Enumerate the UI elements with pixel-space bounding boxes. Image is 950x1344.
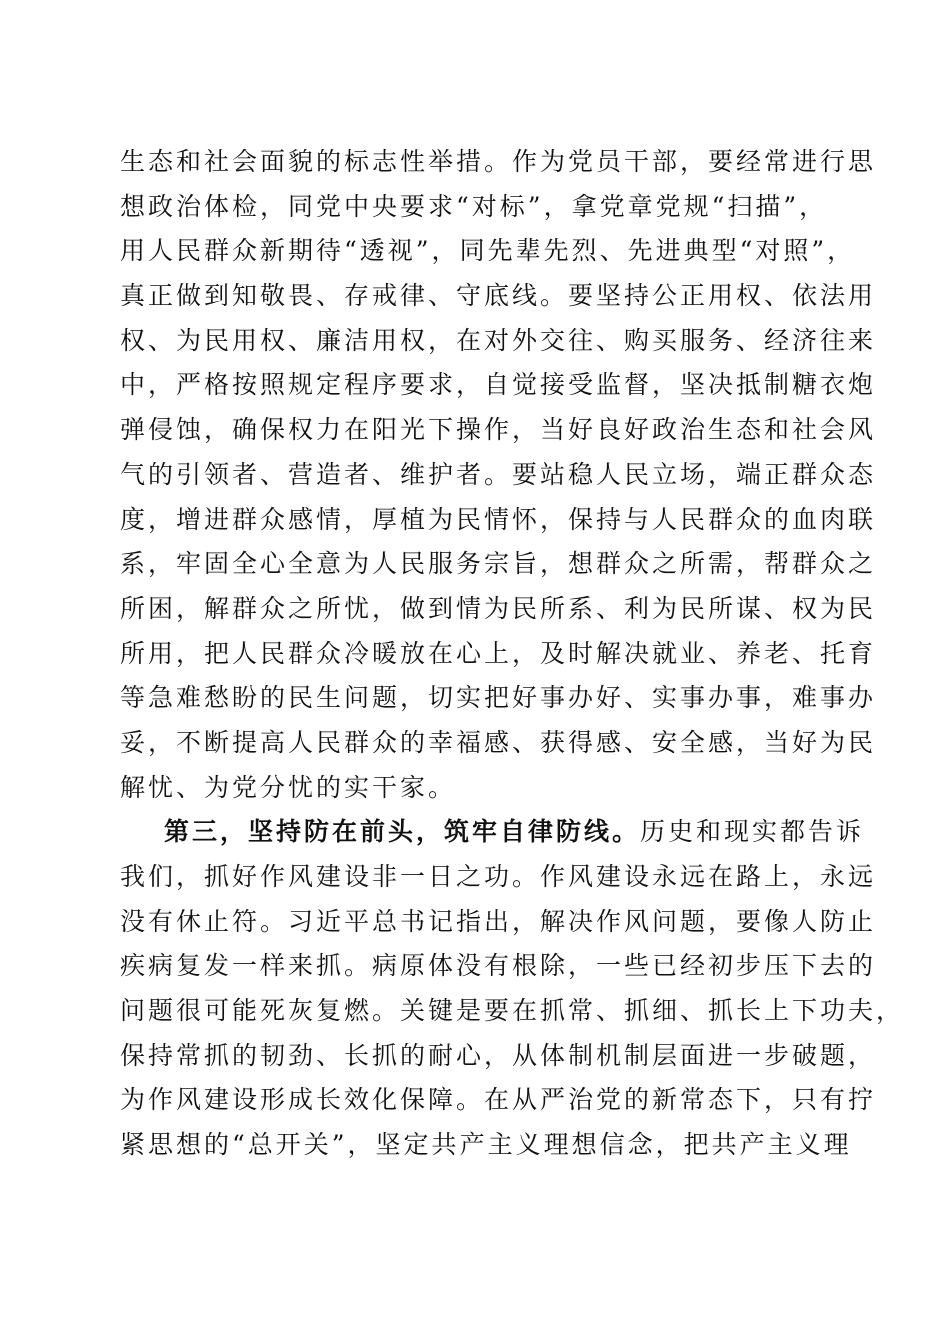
text-line: 权、为民用权、廉洁用权，在对外交往、购买服务、经济往来 <box>120 325 877 355</box>
section-3-heading: 第三，坚持防在前头，筑牢自律防线。 <box>164 817 641 847</box>
section-3-first-line <box>120 810 865 855</box>
text-line: 解忧、为党分忧的实干家。 <box>120 772 457 802</box>
text-line: 紧思想的“总开关”，坚定共产主义理想信念，把共产主义理 <box>120 1130 852 1160</box>
text-line: 没有休止符。习近平总书记指出，解决作风问题，要像人防止 <box>120 906 877 936</box>
text-line: 用人民群众新期待“透视”，同先辈先烈、先进典型“对照”， <box>120 236 856 266</box>
text-line: 弹侵蚀，确保权力在阳光下操作，当好良好政治生态和社会风 <box>120 415 877 445</box>
section-3-first-line-text: 历史和现实都告诉 <box>640 817 865 847</box>
text-line: 所困，解群众之所忧，做到情为民所系、利为民所谋、权为民 <box>120 593 877 623</box>
text-line: 中，严格按照规定程序要求，自觉接受监督，坚决抵制糖衣炮 <box>120 370 877 400</box>
text-line: 所用，把人民群众冷暖放在心上，及时解决就业、养老、托育 <box>120 638 877 668</box>
text-line: 气的引领者、营造者、维护者。要站稳人民立场，端正群众态 <box>120 459 877 489</box>
text-line: 想政治体检，同党中央要求“对标”，拿党章党规“扫描”， <box>120 191 828 221</box>
document-body <box>120 140 905 1168</box>
text-line: 系，牢固全心全意为人民服务宗旨，想群众之所需，帮群众之 <box>120 549 877 579</box>
text-line: 妥，不断提高人民群众的幸福感、获得感、安全感，当好为民 <box>120 727 877 757</box>
text-line: 为作风建设形成长效化保障。在从严治党的新常态下，只有拧 <box>120 1085 877 1115</box>
text-line: 我们，抓好作风建设非一日之功。作风建设永远在路上，永远 <box>120 862 877 891</box>
text-line: 疾病复发一样来抓。病原体没有根除，一些已经初步压下去的 <box>120 951 877 981</box>
text-line: 真正做到知敬畏、存戒律、守底线。要坚持公正用权、依法用 <box>120 281 877 311</box>
text-line: 度，增进群众感情，厚植为民情怀，保持与人民群众的血肉联 <box>120 504 877 534</box>
text-line: 生态和社会面貌的标志性举措。作为党员干部，要经常进行思 <box>120 147 877 176</box>
text-line: 保持常抓的韧劲、长抓的耐心，从体制机制层面进一步破题， <box>120 1040 877 1070</box>
text-line: 问题很可能死灰复燃。关键是要在抓常、抓细、抓长上下功夫， <box>120 996 905 1026</box>
text-line: 等急难愁盼的民生问题，切实把好事办好、实事办事，难事办 <box>120 683 877 713</box>
